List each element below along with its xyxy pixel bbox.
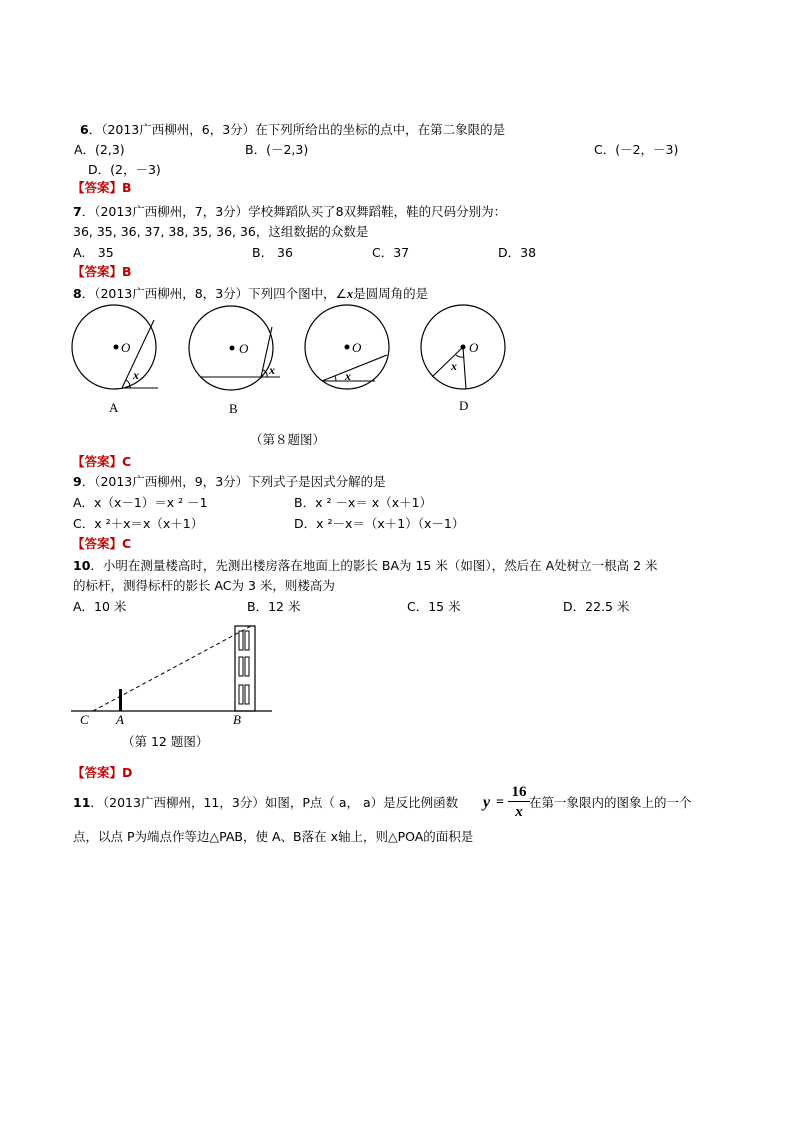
q7-data-line: 36, 35, 36, 37, 38, 35, 36, 36，这组数据的众数是 <box>73 224 369 239</box>
q6-text: ．（2013广西柳州，6，3分）在下列所给出的坐标的点中，在第二象限的是 <box>88 122 506 137</box>
q8-variable: x <box>346 287 354 301</box>
q8-figure-a-angle-label: x <box>133 368 139 382</box>
q9-answer-value: C <box>122 536 132 551</box>
q10-option-d: D．22.5 米 <box>563 599 630 614</box>
q6-answer-value: B <box>122 180 132 195</box>
q10-answer-value: D <box>122 765 133 780</box>
q10-caption: （第 12 题图） <box>122 734 209 749</box>
q10-label-a: A <box>116 712 124 727</box>
q6-option-c: C．(－2，－3) <box>594 142 679 157</box>
q10-stem-line2: 的标杆，测得标杆的影长 AC为 3 米，则楼高为 <box>73 578 335 593</box>
q7-text: ．（2013广西柳州，7，3分）学校舞蹈队买了8双舞蹈鞋，鞋的尺码分别为： <box>81 204 507 219</box>
q6-option-d: D．(2，－3) <box>88 162 161 177</box>
q6-option-b: B．(－2,3) <box>245 142 309 157</box>
q8-number: 8 <box>73 286 82 301</box>
q9-option-d: D．x ²－x＝（x＋1）（x－1） <box>294 516 465 531</box>
q8-figure-b-center-label: O <box>239 341 249 356</box>
q8-figure-d-label: D <box>459 398 469 413</box>
q8-text-end: 是圆周角的是 <box>353 286 429 301</box>
q11-func-denominator: x <box>515 804 523 820</box>
answer-label: 【答案】 <box>72 536 123 551</box>
q7-option-c: C．37 <box>372 245 410 260</box>
q10-number: 10 <box>73 558 91 573</box>
q10-answer <box>72 765 132 781</box>
q9-option-b: B．x ² －x＝ x（x＋1） <box>294 495 433 510</box>
q7-option-a: A. 35 <box>73 245 114 260</box>
answer-label: 【答案】 <box>72 180 123 195</box>
q9-text: ．（2013广西柳州，9，3分）下列式子是因式分解的是 <box>81 474 386 489</box>
q11-stem-after: 在第一象限内的图象上的一个 <box>529 795 692 810</box>
q8-figure-d-center-label: O <box>469 340 479 355</box>
q8-figure-b-label: B <box>229 401 238 416</box>
q9-number: 9 <box>73 474 82 489</box>
q8-figure-a-center-label: O <box>121 340 131 355</box>
q10-label-c: C <box>80 712 89 727</box>
q9-option-c: C．x ²＋x＝x（x＋1） <box>73 516 204 531</box>
q6-option-a: A．(2,3) <box>74 142 125 157</box>
q10-text: ．小明在测量楼高时，先测出楼房落在地面上的影长 BA为 15 米（如图），然后在 A处树立一根高 2 米 <box>90 558 658 573</box>
q8-figure-c-angle-label: x <box>345 369 351 383</box>
q7-number: 7 <box>73 204 82 219</box>
q8-figure-c-center-label: O <box>352 340 362 355</box>
q8-caption: （第８题图） <box>250 432 326 447</box>
q6-number: 6 <box>80 122 89 137</box>
q11-stem-line2: 点，以点 P为端点作等边△PAB，使 A、B落在 x轴上，则△POA的面积是 <box>73 829 474 844</box>
q10-option-c: C．15 米 <box>407 599 461 614</box>
q11-func-numerator: 16 <box>508 784 530 802</box>
q8-text: ．（2013广西柳州，8，3分）下列四个图中，∠ <box>81 286 347 301</box>
q7-option-d: D．38 <box>498 245 537 260</box>
q9-option-a: A．x（x－1）＝x ² －1 <box>73 495 208 510</box>
q11-stem-before <box>73 795 458 811</box>
answer-label: 【答案】 <box>72 765 123 780</box>
q11-func-y: y <box>483 794 491 811</box>
q10-option-a: A．10 米 <box>73 599 127 614</box>
q8-figure-b-angle-label: x <box>269 363 275 377</box>
q11-func-eq: = <box>496 795 504 810</box>
q10-label-b: B <box>233 712 241 727</box>
q7-option-b: B. 36 <box>252 245 293 260</box>
q8-figure-d-angle-label: x <box>451 359 457 373</box>
q11-number: 11 <box>73 795 91 810</box>
q8-answer-value: C <box>122 454 132 469</box>
q11-text: ．（2013广西柳州，11，3分）如图，P点（ a， a）是反比例函数 <box>90 795 459 810</box>
answer-label: 【答案】 <box>72 454 123 469</box>
q8-figure-a-label: A <box>109 400 119 415</box>
q7-answer-value: B <box>122 264 132 279</box>
q10-option-b: B．12 米 <box>247 599 301 614</box>
answer-label: 【答案】 <box>72 264 123 279</box>
